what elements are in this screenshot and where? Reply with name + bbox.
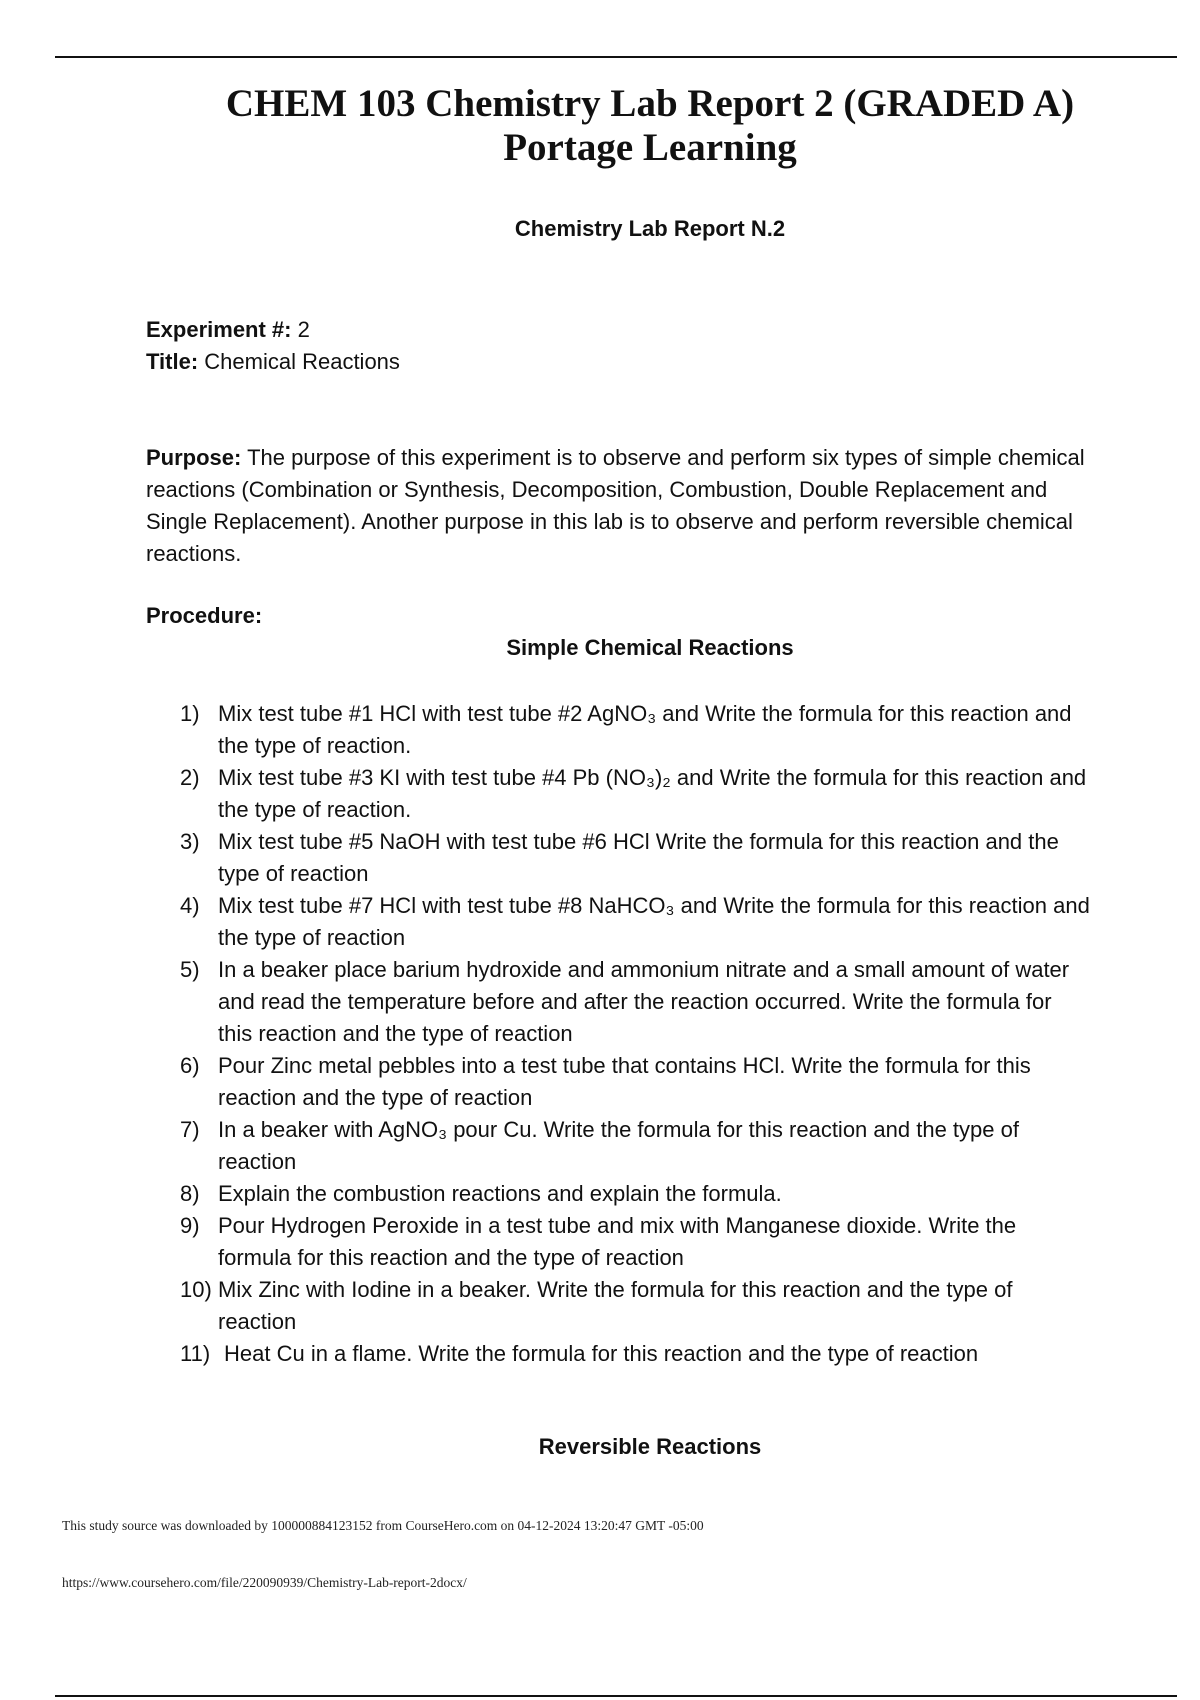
step-number: 8) <box>180 1181 200 1206</box>
step-number: 2) <box>180 765 200 790</box>
step-number: 5) <box>180 957 200 982</box>
step-text: Mix test tube #3 KI with test tube #4 Pb (NO₃)₂ and Write the formula for this reaction and the type of reaction. <box>218 765 1087 822</box>
step-text: In a beaker with AgNO₃ pour Cu. Write the formula for this reaction and the type of reaction <box>218 1117 1019 1174</box>
procedure-step <box>180 762 1090 826</box>
step-text: Explain the combustion reactions and explain the formula. <box>218 1181 782 1206</box>
procedure-step <box>180 1338 1090 1370</box>
procedure-step <box>180 826 1090 890</box>
experiment-title-label: Title: <box>146 349 199 374</box>
step-number: 10) <box>180 1277 212 1302</box>
procedure-step <box>180 890 1090 954</box>
step-number: 11) <box>180 1341 211 1366</box>
purpose-text: The purpose of this experiment is to observe and perform six types of simple chemical reactions (Combination or Synthesis, Decomposition, Combustion, Double Replacement and Single Replacement). Another purpose in this lab is to observe and perform reversible chemical reactions. <box>146 445 1085 566</box>
procedure-step <box>180 954 1090 1050</box>
section-heading-reversible-reactions: Reversible Reactions <box>538 1434 762 1459</box>
step-text: Mix Zinc with Iodine in a beaker. Write the formula for this reaction and the type of reaction <box>218 1277 1013 1334</box>
purpose-label: Purpose: <box>146 445 242 470</box>
experiment-title-value: Chemical Reactions <box>204 349 400 374</box>
report-subtitle: Chemistry Lab Report N.2 <box>514 216 786 241</box>
procedure-step <box>180 1178 1090 1210</box>
top-divider <box>55 56 1177 58</box>
experiment-title-row <box>146 346 400 378</box>
procedure-heading: Procedure: <box>146 603 263 628</box>
step-text: Pour Hydrogen Peroxide in a test tube and mix with Manganese dioxide. Write the formula for this reaction and the type of reaction <box>218 1213 1017 1270</box>
experiment-number-row <box>146 314 400 346</box>
source-url-link[interactable]: https://www.coursehero.com/file/220090939/Chemistry-Lab-report-2docx/ <box>62 1575 467 1590</box>
procedure-step <box>180 1210 1090 1274</box>
experiment-meta <box>146 314 400 378</box>
experiment-number-value: 2 <box>297 317 310 342</box>
step-text: Heat Cu in a flame. Write the formula for this reaction and the type of reaction <box>224 1341 979 1366</box>
step-text: Pour Zinc metal pebbles into a test tube that contains HCl. Write the formula for this reaction and the type of reaction <box>218 1053 1031 1110</box>
step-text: Mix test tube #1 HCl with test tube #2 AgNO₃ and Write the formula for this reaction and the type of reaction. <box>218 701 1072 758</box>
step-text: In a beaker place barium hydroxide and ammonium nitrate and a small amount of water and read the temperature before and after the reaction occurred. Write the formula for this reaction and the type of reaction <box>218 957 1070 1046</box>
procedure-step <box>180 698 1090 762</box>
step-text: Mix test tube #7 HCl with test tube #8 NaHCO₃ and Write the formula for this reaction and the type of reaction <box>218 893 1090 950</box>
procedure-steps-list <box>180 698 1090 1370</box>
section-heading-simple-reactions: Simple Chemical Reactions <box>506 635 794 660</box>
procedure-step <box>180 1114 1090 1178</box>
step-text: Mix test tube #5 NaOH with test tube #6 HCl Write the formula for this reaction and the type of reaction <box>218 829 1059 886</box>
purpose-paragraph <box>146 442 1096 570</box>
procedure-step <box>180 1050 1090 1114</box>
step-number: 9) <box>180 1213 200 1238</box>
document-title-line-1: CHEM 103 Chemistry Lab Report 2 (GRADED A) <box>225 82 1075 125</box>
document-title-line-2: Portage Learning <box>503 126 797 169</box>
experiment-number-label: Experiment #: <box>146 317 292 342</box>
step-number: 4) <box>180 893 200 918</box>
document-title <box>0 82 1200 170</box>
step-number: 1) <box>180 701 200 726</box>
download-source-note: This study source was downloaded by 100000884123152 from CourseHero.com on 04-12-2024 13:20:47 GMT -05:00 <box>62 1518 704 1533</box>
step-number: 3) <box>180 829 200 854</box>
step-number: 7) <box>180 1117 200 1142</box>
bottom-divider <box>55 1695 1177 1697</box>
step-number: 6) <box>180 1053 200 1078</box>
procedure-step <box>180 1274 1090 1338</box>
